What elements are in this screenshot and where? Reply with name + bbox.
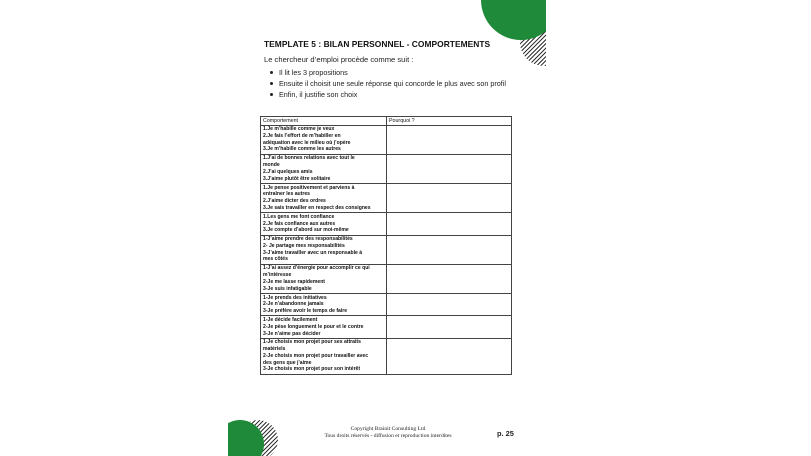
cell-line: 2.Je fais l’effort de m’habiller en	[263, 132, 341, 139]
cell-line: 1.Les gens me font confiance	[263, 213, 335, 220]
table-row	[261, 213, 512, 235]
table-row	[261, 264, 512, 293]
cell-line: 3.Je sais travailler en respect des consignes	[263, 204, 371, 211]
behaviour-cell	[261, 316, 387, 338]
rights-text: Tous droits réservés - diffusion et reproduction interdites	[324, 432, 452, 439]
cell-line: 3-Je suis infatigable	[263, 285, 312, 292]
column-header-comportement: Comportement	[261, 117, 387, 126]
answer-cell[interactable]	[387, 235, 512, 264]
answer-cell[interactable]	[387, 293, 512, 315]
behaviour-cell	[261, 235, 387, 264]
cell-line: 3.Je compte d’abord sur moi-même	[263, 227, 349, 234]
cell-line: 1-Je prends des initiatives	[263, 294, 327, 301]
cell-line: mes côtés	[263, 256, 288, 263]
document-title: TEMPLATE 5 : BILAN PERSONNEL - COMPORTEMENTS	[264, 39, 491, 49]
behaviour-cell	[261, 154, 387, 183]
steps-list	[270, 68, 520, 102]
answer-cell[interactable]	[387, 264, 512, 293]
step-item: Il lit les 3 propositions	[270, 68, 520, 78]
intro-text: Le chercheur d’emploi procède comme suit :	[264, 55, 414, 64]
answer-cell[interactable]	[387, 183, 512, 212]
cell-line: 1-Je décide facilement	[263, 317, 318, 323]
cell-line: 2-Je choisis mon projet pour travailler avec	[263, 352, 369, 359]
table-header-row	[261, 117, 512, 126]
cell-line: 1-J’ai assez d’énergie pour accomplir ce qui	[263, 265, 370, 272]
table-row	[261, 338, 512, 374]
cell-line: 1.Je pense positivement et parviens à	[263, 184, 355, 191]
step-item: Enfin, il justifie son choix	[270, 90, 520, 100]
behaviour-cell	[261, 183, 387, 212]
answer-cell[interactable]	[387, 125, 512, 154]
document-page	[228, 0, 546, 456]
cell-line: matériels	[263, 346, 286, 353]
behaviour-cell	[261, 125, 387, 154]
answer-cell[interactable]	[387, 338, 512, 374]
table-row	[261, 235, 512, 264]
behaviour-cell	[261, 213, 387, 235]
cell-line: 3-Je n’aime pas décider	[263, 330, 321, 337]
cell-line: 2-Je n’abandonne jamais	[263, 301, 324, 308]
cell-line: 2.Je fais confiance aux autres	[263, 220, 336, 227]
cell-line: 3.J’aime plutôt être solitaire	[263, 175, 331, 182]
cell-line: monde	[263, 162, 280, 169]
answer-cell[interactable]	[387, 154, 512, 183]
behaviour-cell	[261, 338, 387, 374]
cell-line: entraîner les autres	[263, 191, 310, 198]
copyright-text: Copyright Brainit Consulting Ltd	[350, 426, 426, 432]
cell-line: 3.Je m’habille comme les autres	[263, 146, 341, 153]
step-item: Ensuite il choisit une seule réponse qui concorde le plus avec son profil	[270, 79, 520, 89]
cell-line: 3-J’aime travailler avec un responsable à	[263, 249, 363, 256]
behaviour-cell	[261, 264, 387, 293]
table-row	[261, 154, 512, 183]
cell-line: des gens que j’aime	[263, 359, 312, 366]
table-row	[261, 316, 512, 338]
cell-line: 3-Je choisis mon projet pour son intérêt	[263, 366, 361, 373]
page-number: p. 25	[497, 429, 514, 438]
cell-line: 1.J’ai de bonnes relations avec tout le	[263, 155, 355, 162]
answer-cell[interactable]	[387, 213, 512, 235]
answer-cell[interactable]	[387, 316, 512, 338]
table-row	[261, 125, 512, 154]
cell-line: 2-Je pèse longuement le pour et le contre	[263, 323, 364, 330]
cell-line: m’intéresse	[263, 272, 292, 279]
behaviour-cell	[261, 293, 387, 315]
cell-line: 2.J’ai quelques amis	[263, 168, 313, 175]
cell-line: 1-J’aime prendre des responsabilités	[263, 236, 353, 243]
page-footer	[298, 426, 478, 439]
cell-line: 2.J’aime dicter des ordres	[263, 198, 326, 205]
cell-line: 1.Je m’habille comme je veux	[263, 126, 335, 133]
table-row	[261, 293, 512, 315]
cell-line: 3-Je préfère avoir le temps de faire	[263, 308, 348, 315]
table-row	[261, 183, 512, 212]
column-header-pourquoi: Pourquoi ?	[387, 117, 512, 126]
behaviour-table	[260, 116, 512, 375]
cell-line: 2- Je partage mes responsabilités	[263, 242, 345, 249]
cell-line: 2-Je me lasse rapidement	[263, 278, 326, 285]
cell-line: adéquation avec le milieu où j’opère	[263, 139, 351, 146]
cell-line: 1-Je choisis mon projet pour ses attraits	[263, 339, 361, 346]
